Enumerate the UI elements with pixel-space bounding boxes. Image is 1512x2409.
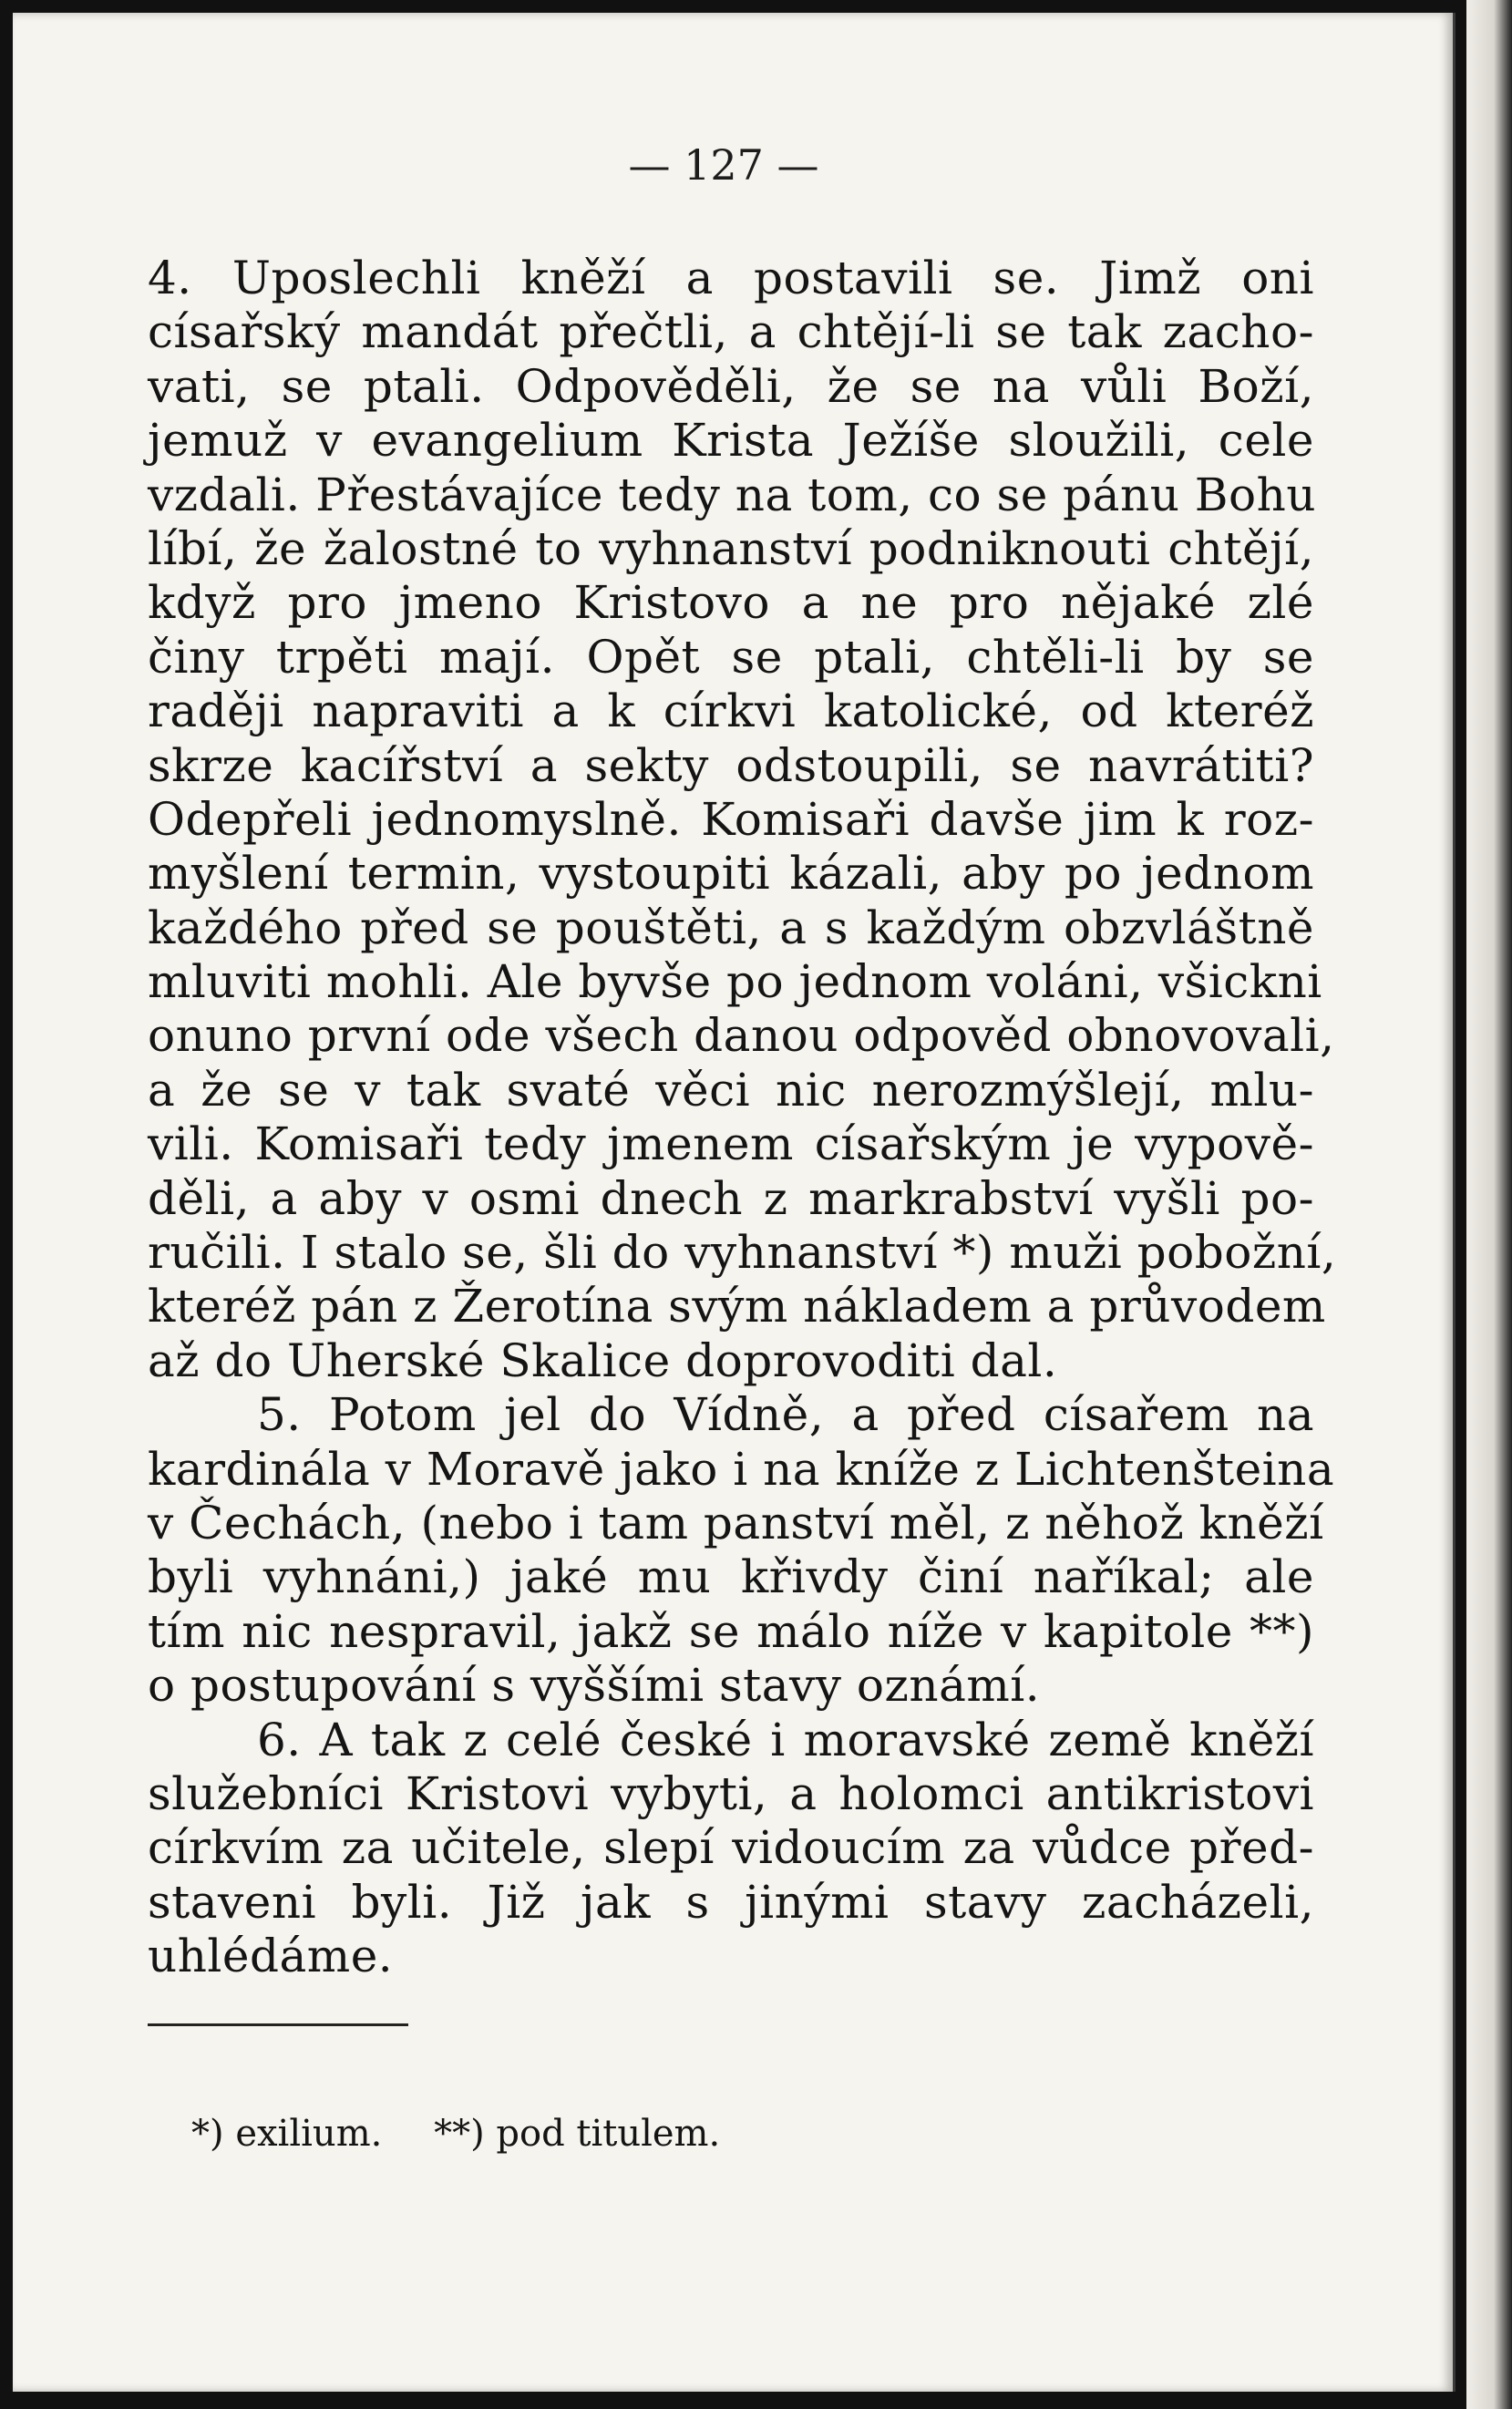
body-text: [148, 252, 1337, 1984]
text-line: činy trpěti mají. Opět se ptali, chtěli-li by se: [148, 630, 1314, 684]
text-line: o postupování s vyššími stavy oznámí.: [148, 1659, 1041, 1713]
text-line: děli, a aby v osmi dnech z markrabství vyšli po-: [148, 1171, 1314, 1225]
text-line: vati, se ptali. Odpověděli, že se na vůli Boží,: [148, 359, 1314, 413]
text-line: 6. A tak z celé české i moravské země kněží: [257, 1713, 1314, 1766]
page-edge-shadow: [1466, 0, 1512, 2409]
text-line: císařský mandát přečtli, a chtějí-li se tak zacho-: [148, 305, 1314, 359]
text-line: ručili. I stalo se, šli do vyhnanství *) muži pobožní,: [148, 1226, 1337, 1280]
text-line: vzdali. Přestávajíce tedy na tom, co se pánu Bohu: [148, 468, 1317, 521]
footnote: *) exilium.: [191, 2113, 383, 2155]
text-line: tím nic nespravil, jakž se málo níže v kapitole **): [148, 1604, 1314, 1658]
text-line: a že se v tak svaté věci nic nerozmýšlejí, mlu-: [148, 1063, 1314, 1117]
footnote-divider: [148, 2023, 408, 2026]
text-line: jemuž v evangelium Krista Ježíše sloužili, cele: [148, 414, 1314, 468]
page-number: — 127 —: [628, 140, 819, 190]
text-line: líbí, že žalostné to vyhnanství podniknouti chtějí,: [148, 521, 1314, 575]
text-line: až do Uherské Skalice doprovoditi dal.: [148, 1333, 1058, 1387]
text-line: raději napraviti a k církvi katolické, od kteréž: [148, 685, 1314, 738]
text-line: 4. Uposlechli kněží a postavili se. Jimž oni: [148, 252, 1314, 304]
text-line: myšlení termin, vystoupiti kázali, aby po jednom: [148, 847, 1314, 901]
book-page: [13, 13, 1455, 2392]
text-line: skrze kacířství a sekty odstoupili, se navrátiti?: [148, 738, 1314, 792]
text-line: kardinála v Moravě jako i na kníže z Lichtenšteina: [148, 1442, 1335, 1496]
text-line: v Čechách, (nebo i tam panství měl, z něhož kněží: [148, 1496, 1324, 1549]
text-line: vili. Komisaři tedy jmenem císařským je vypově-: [148, 1117, 1314, 1171]
text-line: církvím za učitele, slepí vidoucím za vůdce před-: [148, 1821, 1314, 1875]
text-line: staveni byli. Již jak s jinými stavy zacházeli,: [148, 1875, 1314, 1929]
text-line: byli vyhnáni,) jaké mu křivdy činí naříkal; ale: [148, 1550, 1314, 1604]
text-line: když pro jmeno Kristovo a ne pro nějaké zlé: [148, 576, 1314, 630]
text-line: uhlédáme.: [148, 1930, 394, 1983]
text-line: kteréž pán z Žerotína svým nákladem a průvodem: [148, 1280, 1326, 1333]
text-line: onuno první ode všech danou odpověd obnovovali,: [148, 1009, 1335, 1063]
footnotes: [191, 2113, 760, 2155]
text-line: mluviti mohli. Ale byvše po jednom voláni, všickni: [148, 955, 1322, 1009]
text-line: každého před se pouštěti, a s každým obzvláštně: [148, 901, 1314, 954]
footnote: **) pod titulem.: [434, 2113, 721, 2155]
text-line: služebníci Kristovi vybyti, a holomci antikristovi: [148, 1766, 1314, 1820]
text-line: 5. Potom jel do Vídně, a před císařem na: [257, 1388, 1314, 1442]
text-line: Odepřeli jednomyslně. Komisaři davše jim k roz-: [148, 792, 1314, 846]
